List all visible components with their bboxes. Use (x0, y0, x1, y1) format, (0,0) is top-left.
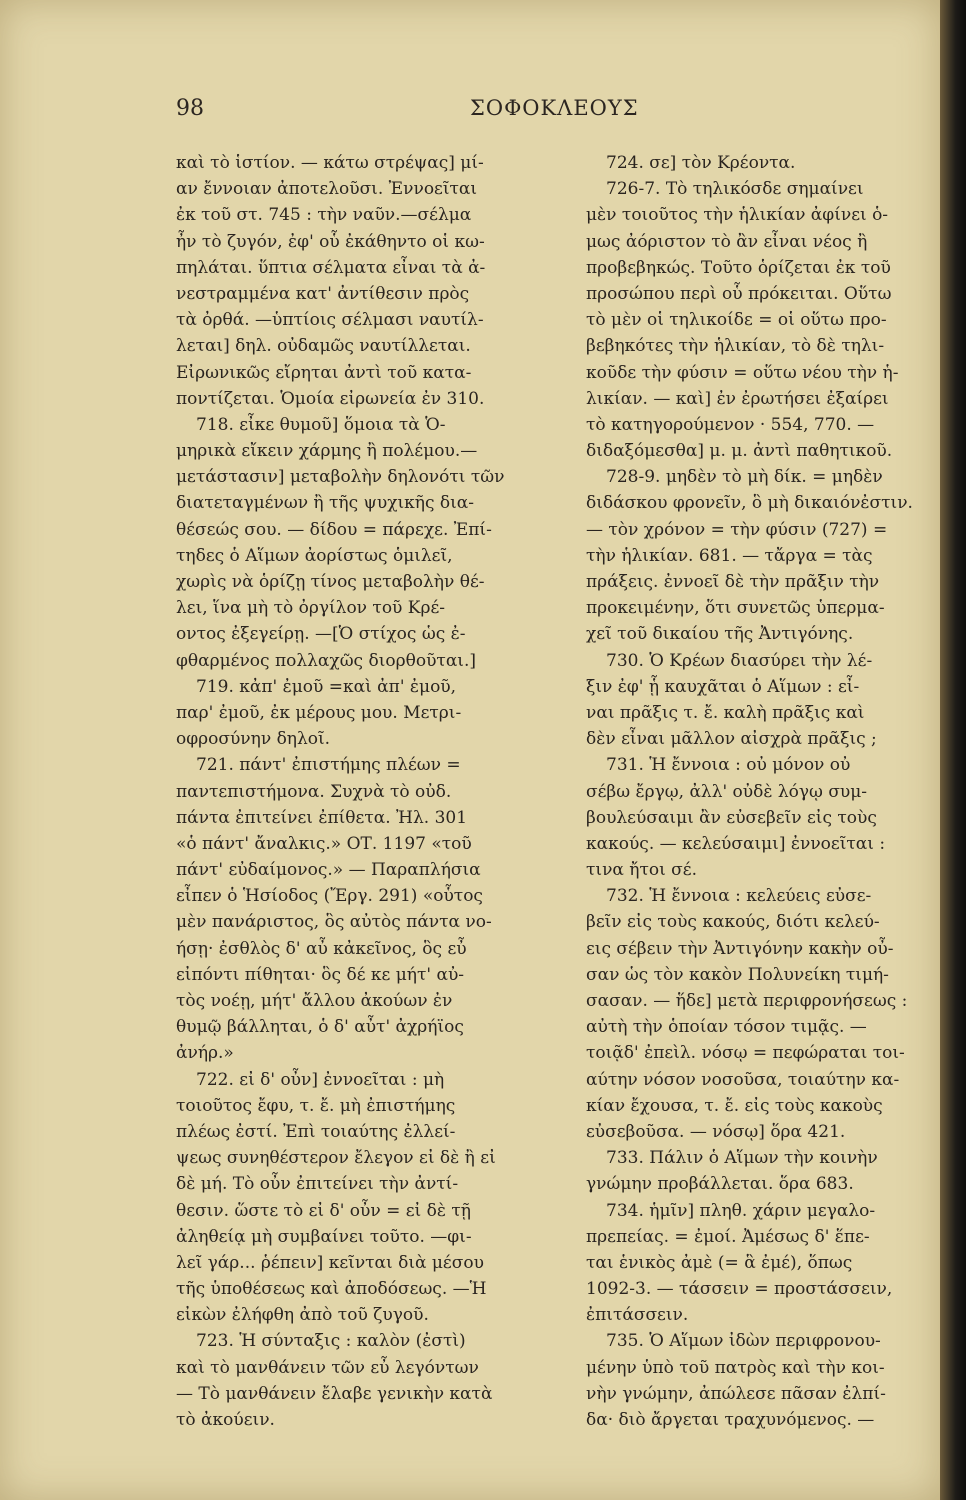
text-line: προσώπου περὶ οὗ πρόκειται. Οὕτω (586, 283, 892, 304)
text-line: ἦν τὸ ζυγόν, ἐφ' οὗ ἐκάθηντο οἱ κω- (176, 231, 485, 252)
text-line: 723. Ἡ σύνταξις : καλὸν (ἐστὶ) (196, 1331, 466, 1352)
text-line: σαν ὡς τὸν κακὸν Πολυνείκη τιμή- (586, 964, 889, 985)
text-line: 718. εἶκε θυμοῦ] ὅμοια τὰ Ὁ- (196, 414, 446, 435)
text-line: αύτην νόσον νοσοῦσα, τοιαύτην κα- (586, 1069, 900, 1090)
text-line: μένην ὑπὸ τοῦ πατρὸς καὶ τὴν κοι- (586, 1357, 885, 1378)
text-line: πράξεις. ἐννοεῖ δὲ τὴν πρᾶξιν τὴν (586, 572, 880, 592)
text-line: κοῦδε τὴν φύσιν = οὕτω νέου τὴν ἡ- (586, 362, 899, 383)
text-line: μως ἀόριστον τὸ ἂν εἶναι νέος ἢ (586, 231, 868, 252)
text-line: τοιᾷδ' ἐπεὶλ. νόσῳ = πεφώραται τοι- (586, 1043, 905, 1064)
text-line: λεται] δηλ. οὐδαμῶς ναυτίλλεται. (176, 336, 471, 357)
text-line: μηρικὰ εἴκειν χάρμης ἢ πολέμου.— (176, 441, 478, 462)
text-line: τινα ἤτοι σέ. (586, 860, 697, 881)
text-line: παρ' ἐμοῦ, ἐκ μέρους μου. Μετρι- (176, 702, 462, 723)
book-binding (940, 0, 966, 1500)
text-line: διδάσκου φρονεῖν, ὃ μὴ δικαιόνἐστιν. (586, 493, 913, 514)
text-line: ήσῃ· ἐσθλὸς δ' αὖ κἀκεῖνος, ὃς εὖ (176, 938, 467, 959)
text-line: αν ἔννοιαν ἀποτελοῦσι. Ἐννοεῖται (176, 179, 478, 200)
text-line: δα· διὸ ἄργεται τραχυνόμενος. — (586, 1410, 875, 1430)
text-line: αὐτὴ τὴν ὁποίαν τόσον τιμᾷς. — (586, 1017, 867, 1038)
text-line: 734. ἡμῖν] πληθ. χάριν μεγαλο- (606, 1200, 876, 1221)
text-line: λει, ἵνα μὴ τὸ ὀργίλον τοῦ Κρέ- (176, 598, 446, 619)
text-line: πλέως ἐστί. Ἐπὶ τοιαύτης ἐλλεί- (176, 1121, 456, 1142)
text-line: εἶπεν ὁ Ἡσίοδος (Ἔργ. 291) «οὗτος (176, 886, 483, 907)
text-line: 732. Ἡ ἔννοια : κελεύεις εὐσε- (606, 886, 872, 907)
text-line: ἀληθείᾳ μὴ συμβαίνει τοῦτο. —φι- (176, 1226, 472, 1247)
text-line: διδαξόμεσθα] μ. μ. ἀντὶ παθητικοῦ. (586, 441, 893, 462)
text-line: πηλάται. ὕπτια σέλματα εἶναι τὰ ἀ- (176, 257, 486, 278)
text-line: «ὁ πάντ' ἄναλκις.» ΟΤ. 1197 «τοῦ (176, 833, 472, 854)
text-line: διατεταγμένων ἢ τῆς ψυχικῆς δια- (176, 493, 475, 514)
text-line: 728-9. μηδὲν τὸ μὴ δίκ. = μηδὲν (606, 467, 883, 488)
text-line: σέβω ἔργῳ, ἀλλ' οὐδὲ λόγῳ συμ- (586, 781, 868, 802)
text-line: εἰκὼν ἐλήφθη ἀπὸ τοῦ ζυγοῦ. (176, 1305, 429, 1326)
text-line: λεῖ γάρ... ῥέπειν] κεῖνται διὰ μέσου (176, 1252, 484, 1273)
text-line: κίαν ἔχουσα, τ. ἔ. εἰς τοὺς κακοὺς (586, 1095, 883, 1116)
text-line: προβεβηκώς. Τοῦτο ὁρίζεται ἐκ τοῦ (586, 257, 891, 278)
text-line: θέσεώς σου. — δίδου = πάρεχε. Ἐπί- (176, 519, 492, 540)
text-line: χωρὶς νὰ ὁρίζῃ τίνος μεταβολὴν θέ- (176, 572, 485, 592)
page-header (0, 96, 940, 132)
running-title: ΣΟΦΟΚΛΕΟΥΣ (470, 96, 639, 120)
text-line: — Τὸ μανθάνειν ἔλαβε γενικὴν κατὰ (176, 1383, 493, 1404)
text-line: ται ἑνικὸς ἀμὲ (= ἃ ἐμέ), ὅπως (586, 1252, 853, 1273)
text-line: νεστραμμένα κατ' ἀντίθεσιν πρὸς (176, 283, 470, 304)
text-line: νὴν γνώμην, ἀπώλεσε πᾶσαν ἐλπί- (586, 1383, 886, 1404)
text-line: 719. κἀπ' ἐμοῦ =καὶ ἀπ' ἐμοῦ, (196, 676, 457, 697)
text-line: εὐσεβοῦσα. — νόσῳ] ὅρα 421. (586, 1121, 846, 1142)
text-line: μὲν πανάριστος, ὃς αὐτὸς πάντα νο- (176, 912, 492, 933)
text-line: 721. πάντ' ἐπιστήμης πλέων = (196, 755, 461, 776)
text-line: δὲν εἶναι μᾶλλον αἰσχρὰ πρᾶξις ; (586, 729, 877, 750)
left-column (176, 150, 534, 1433)
text-line: εἰπόντι πίθηται· ὃς δέ κε μήτ' αὐ- (176, 964, 465, 985)
text-line: τῆς ὑποθέσεως καὶ ἀποδόσεως. —Ἡ (176, 1279, 487, 1300)
text-line: ἐπιτάσσειν. (586, 1305, 689, 1326)
text-line: καὶ τὸ ἱστίον. — κάτω στρέψας] μί- (176, 153, 484, 173)
text-line: θυμῷ βάλληται, ὁ δ' αὖτ' ἀχρήϊος (176, 1017, 464, 1038)
text-line: μὲν τοιοῦτος τὴν ἡλικίαν ἀφίνει ὁ- (586, 205, 889, 226)
text-line: τὸ μὲν οἱ τηλικοίδε = οἱ οὕτω προ- (586, 310, 887, 331)
text-line: 735. Ὁ Αἵμων ἰδὼν περιφρονου- (606, 1331, 881, 1352)
text-line: παντεπιστήμονα. Συχνὰ τὸ οὐδ. (176, 781, 452, 802)
text-line: 730. Ὁ Κρέων διασύρει τὴν λέ- (606, 650, 873, 671)
text-line: φθαρμένος πολλαχῶς διορθοῦται.] (176, 650, 477, 671)
text-line: τὸ κατηγορούμενον · 554, 770. — (586, 414, 875, 435)
text-line: καὶ τὸ μανθάνειν τῶν εὖ λεγόντων (176, 1357, 479, 1378)
text-line: σασαν. — ἥδε] μετὰ περιφρονήσεως : (586, 991, 908, 1011)
text-line: ναι πρᾶξις τ. ἔ. καλὴ πρᾶξις καὶ (586, 702, 865, 723)
text-line: τὸ ἀκούειν. (176, 1410, 275, 1430)
text-line: ποντίζεται. Ὁμοία εἰρωνεία ἐν 310. (176, 388, 485, 409)
text-line: τοιοῦτος ἔφυ, τ. ἔ. μὴ ἐπιστήμης (176, 1095, 456, 1116)
text-line: βεῖν εἰς τοὺς κακούς, διότι κελεύ- (586, 912, 880, 933)
text-line: λικίαν. — καὶ] ἐν ἐρωτήσει ἐξαίρει (586, 388, 889, 409)
text-line: μετάστασιν] μεταβολὴν δηλονότι τῶν (176, 467, 505, 488)
text-line: τηδες ὁ Αἵμων ἀορίστως ὁμιλεῖ, (176, 545, 453, 566)
text-line: πάντ' εὐδαίμονος.» — Παραπλήσια (176, 860, 481, 881)
text-line: θεσιν. ὥστε τὸ εἰ δ' οὖν = εἰ δὲ τῇ (176, 1200, 471, 1221)
text-line: προκειμένην, ὅτι συνετῶς ὑπερμα- (586, 598, 885, 619)
text-line: Εἰρωνικῶς εἴρηται ἀντὶ τοῦ κατα- (176, 362, 472, 383)
text-line: 726-7. Τὸ τηλικόσδε σημαίνει (606, 179, 864, 200)
text-line: πάντα ἐπιτείνει ἐπίθετα. Ἠλ. 301 (176, 807, 468, 828)
text-line: 733. Πάλιν ὁ Αἵμων τὴν κοινὴν (606, 1148, 878, 1169)
text-line: ψεως συνηθέστερον ἔλεγον εἰ δὲ ἢ εἰ (176, 1148, 496, 1169)
text-line: 722. εἰ δ' οὖν] ἐννοεῖται : μὴ (196, 1069, 445, 1090)
text-line: βεβηκότες τὴν ἡλικίαν, τὸ δὲ τηλι- (586, 336, 885, 357)
text-line: ξιν ἐφ' ᾗ καυχᾶται ὁ Αἵμων : εἶ- (586, 676, 860, 697)
text-line: χεῖ τοῦ δικαίου τῆς Ἀντιγόνης. (586, 624, 854, 645)
text-line: τὰ ὀρθά. —ὑπτίοις σέλμασι ναυτίλ- (176, 310, 484, 331)
text-line: δὲ μή. Τὸ οὖν ἐπιτείνει τὴν ἀντί- (176, 1174, 459, 1195)
text-line: τὴν ἡλικίαν. 681. — τἄργα = τὰς (586, 545, 873, 566)
text-line: 1092-3. — τάσσειν = προστάσσειν, (586, 1279, 893, 1300)
text-line: ἀνήρ.» (176, 1043, 234, 1064)
text-line: βουλεύσαιμι ἂν εὐσεβεῖν εἰς τοὺς (586, 807, 877, 828)
page-number: 98 (176, 96, 204, 121)
text-line: 724. σε] τὸν Κρέοντα. (606, 153, 796, 173)
text-line: ἐκ τοῦ στ. 745 : τὴν ναῦν.—σέλμα (176, 205, 472, 226)
text-line: 731. Ἡ ἔννοια : οὐ μόνον οὐ (606, 755, 851, 776)
text-line: — τὸν χρόνον = τὴν φύσιν (727) = (586, 519, 888, 540)
text-line: εις σέβειν τὴν Ἀντιγόνην κακὴν οὖ- (586, 938, 894, 959)
text-line: οντος ἐξεγείρῃ. —[Ὁ στίχος ὡς ἐ- (176, 624, 466, 645)
right-column (586, 150, 926, 1433)
text-line: τὸς νοέῃ, μήτ' ἄλλου ἀκούων ἐν (176, 991, 453, 1011)
text-line: πρεπείας. = ἐμοί. Ἀμέσως δ' ἕπε- (586, 1226, 870, 1247)
text-line: οφροσύνην δηλοῖ. (176, 729, 331, 750)
text-line: κακούς. — κελεύσαιμι] ἐννοεῖται : (586, 833, 886, 854)
text-line: γνώμην προβάλλεται. ὅρα 683. (586, 1174, 854, 1195)
